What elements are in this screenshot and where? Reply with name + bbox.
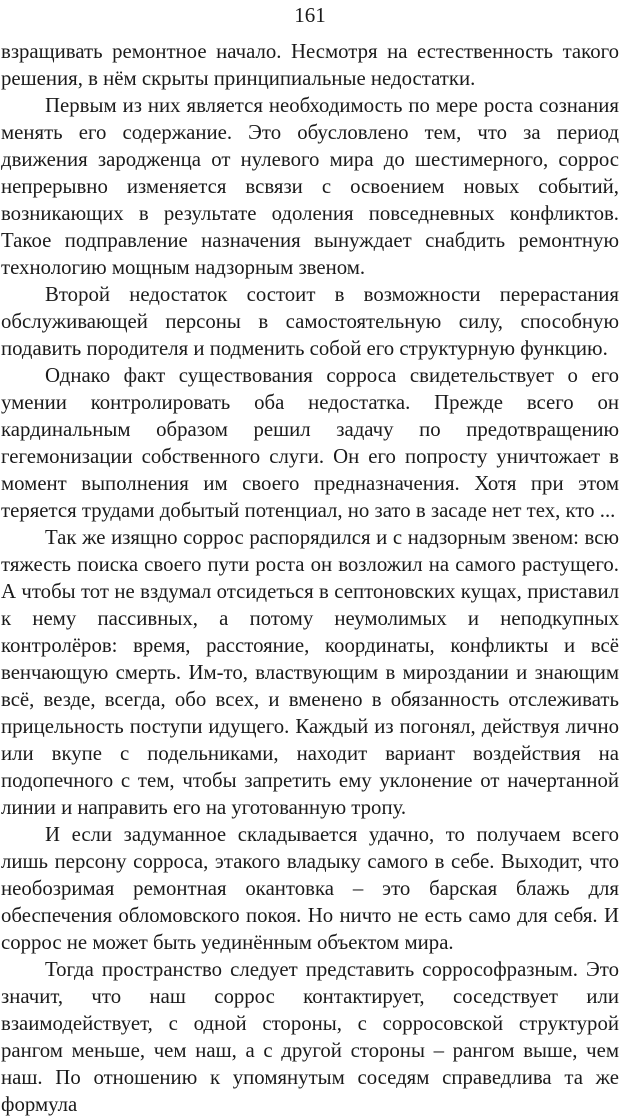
page-number: 161 <box>294 3 326 27</box>
paragraph-6: И если задуманное складывается удачно, то получаем всего лишь персону сорроса, этакого владыку самого в себе. Выходит, что необозримая ремонтная окантовка – это барская блажь для обеспечения обломовского покоя. Но ничто не есть само для себя. И соррос не может быть уединённым объектом мира. <box>1 823 619 954</box>
paragraph-4: Однако факт существования сорроса свидетельствует о его умении контролировать оба недостатка. Прежде всего он кардинальным образом решил задачу по предотвращению гегемонизации собственного слуги. Он его попросту уничтожает в момент выполнения им своего предназначения. Хотя при этом теряется трудами добытый потенциал, но зато в засаде нет тех, кто ... <box>1 364 619 522</box>
paragraph-7: Тогда пространство следует представить соррософразным. Это значит, что наш соррос контактирует, соседствует или взаимодействует, с одной стороны, с сорросовской структурой рангом меньше, чем наш, а с другой стороны – рангом выше, чем наш. По отношению к упомянутым соседям справедлива та же формула <box>1 958 619 1116</box>
paragraph-2: Первым из них является необходимость по мере роста сознания менять его содержание. Это обусловлено тем, что за период движения зародженца от нулевого мира до шестимерного, соррос непрерывно изменяется всвязи с освоением новых событий, возникающих в результате одоления повседневных конфликтов. Такое подправление назначения вынуждает снабдить ремонтную технологию мощным надзорным звеном. <box>1 94 619 279</box>
paragraph-3: Второй недостаток состоит в возможности перерастания обслуживающей персоны в самостоятельную силу, способную подавить породителя и подменить собой его структурную функцию. <box>1 283 619 360</box>
paragraph-5: Так же изящно соррос распорядился и с надзорным звеном: всю тяжесть поиска своего пути роста он возложил на самого растущего. А чтобы тот не вздумал отсидеться в септоновских кущах, приставил к нему пассивных, а потому неумолимых и неподкупных контролёров: время, расстояние, координаты, конфликты и всё венчающую смерть. Им-то, властвующим в мироздании и знающим всё, везде, всегда, обо всех, и вменено в обязанность отслеживать прицельность поступи идущего. Каждый из погонял, действуя лично или вкупе с подельниками, находит вариант воздействия на подопечного с тем, чтобы запретить ему уклонение от начертанной линии и направить его на уготованную тропу. <box>1 526 619 819</box>
body-text <box>1 38 619 1118</box>
paragraph-1: взращивать ремонтное начало. Несмотря на естественность такого решения, в нём скрыты принципиальные недостатки. <box>1 40 619 90</box>
